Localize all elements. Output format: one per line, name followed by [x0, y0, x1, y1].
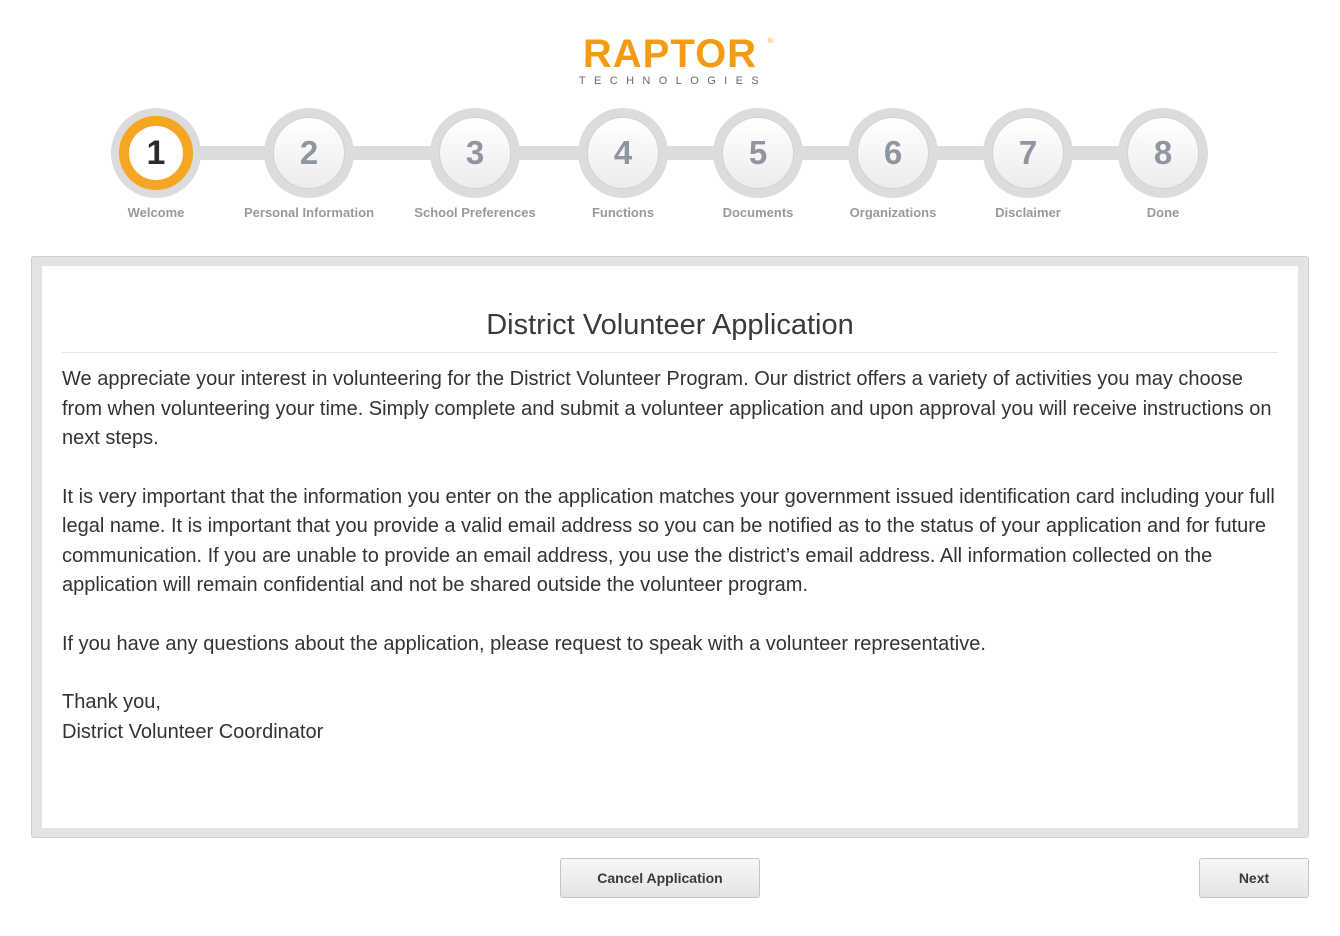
welcome-message	[62, 353, 1278, 747]
step-ring	[983, 108, 1073, 198]
progress-stepper	[0, 108, 1340, 228]
step-ring	[713, 108, 803, 198]
content-panel	[31, 256, 1309, 838]
step-ring	[578, 108, 668, 198]
important-info-paragraph: It is very important that the information you enter on the application matches your government issued identification card including your full legal name. It is important that you provide a valid email address so you can be notified as to the status of your application and for future communication. If you are unable to provide an email address, you use the district’s email address. All information collected on the application will remain confidential and not be shared outside the volunteer program.	[62, 485, 1275, 596]
step-number: 6	[857, 117, 929, 189]
cancel-application-button[interactable]: Cancel Application	[560, 858, 760, 898]
signature-text: District Volunteer Coordinator	[62, 720, 324, 743]
step-number: 5	[722, 117, 794, 189]
next-button[interactable]: Next	[1199, 858, 1309, 898]
registered-mark: ®	[767, 38, 774, 45]
step-number: 2	[273, 117, 345, 189]
step-label: Functions	[591, 205, 655, 220]
step-label: Documents	[722, 205, 794, 220]
step-number: 7	[992, 117, 1064, 189]
step-label: Welcome	[127, 205, 185, 220]
step-label: School Preferences	[414, 205, 536, 220]
content-panel-inner	[42, 266, 1298, 828]
logo-tagline: TECHNOLOGIES	[578, 75, 768, 87]
intro-paragraph: We appreciate your interest in volunteering for the District Volunteer Program. Our district offers a variety of activities you may choose from when volunteering your time. Simply complete and submit a volunteer application and upon approval you will receive instructions on next steps.	[62, 368, 1272, 449]
step-ring	[264, 108, 354, 198]
step-label: Organizations	[849, 205, 937, 220]
step-label: Done	[1146, 205, 1180, 220]
step-ring	[1118, 108, 1208, 198]
step-number: 4	[587, 117, 659, 189]
logo-wordmark: RAPTOR	[582, 32, 758, 76]
step-ring	[848, 108, 938, 198]
logo	[0, 34, 1340, 89]
step-ring	[430, 108, 520, 198]
step-label: Personal Information	[243, 205, 375, 220]
step-label: Disclaimer	[995, 205, 1061, 220]
step-ring	[111, 108, 201, 198]
step-number: 3	[439, 117, 511, 189]
closing-text: Thank you,	[62, 691, 161, 713]
step-done[interactable]	[1073, 108, 1253, 220]
step-number: 8	[1127, 117, 1199, 189]
page-title: District Volunteer Application	[62, 266, 1278, 353]
step-personal-information[interactable]	[219, 108, 399, 220]
questions-paragraph: If you have any questions about the application, please request to speak with a volunteer representative.	[62, 632, 986, 655]
step-number: 1	[119, 116, 193, 190]
raptor-logo	[573, 32, 774, 87]
